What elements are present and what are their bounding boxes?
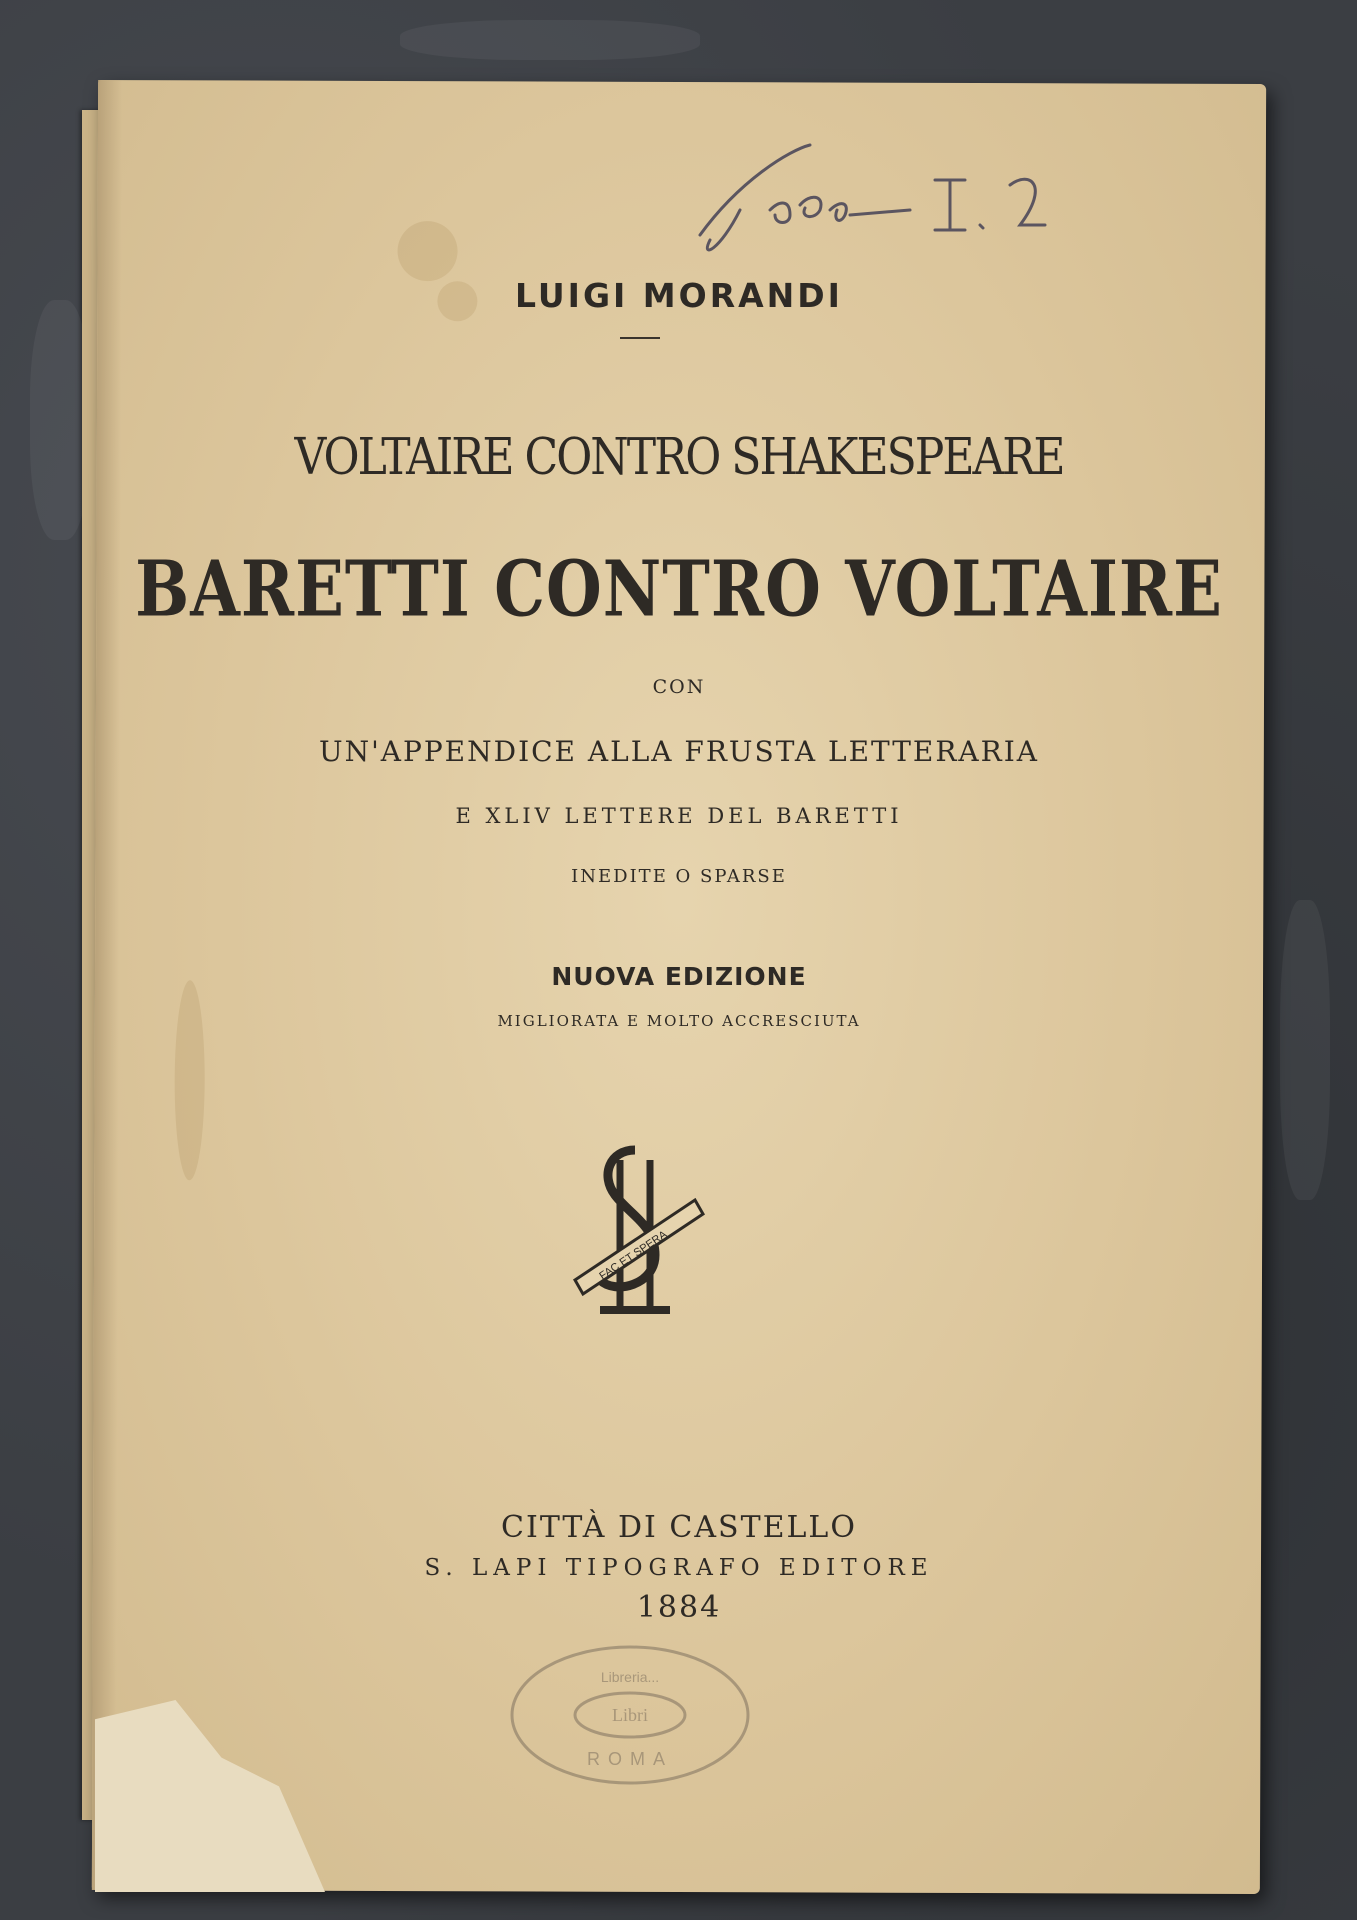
publication-year: 1884 <box>636 1590 722 1625</box>
edition-label: NUOVA EDIZIONE <box>551 962 807 991</box>
edition-note: MIGLIORATA E MOLTO ACCRESCIUTA <box>497 1012 861 1030</box>
scuff-mark <box>1280 900 1330 1200</box>
stamp-middle-text: Libri <box>612 1705 648 1725</box>
scuff-mark <box>400 20 700 60</box>
emblem-motto: FAC ET SPERA <box>597 1228 670 1283</box>
letters-line: E XLIV LETTERE DEL BARETTI <box>455 804 903 828</box>
book-title: BARETTI CONTRO VOLTAIRE <box>135 544 1223 635</box>
publisher-name: S. LAPI TIPOGRAFO EDITORE <box>424 1555 934 1581</box>
separator-rule <box>620 337 660 339</box>
foxing-stain <box>174 980 205 1180</box>
stamp-top-text: Libreria... <box>600 1669 660 1685</box>
foxing-stain <box>397 221 457 281</box>
publisher-city: CITTÀ DI CASTELLO <box>501 1510 857 1545</box>
handwritten-shelfmark <box>680 140 1140 260</box>
appendix-line: UN'APPENDICE ALLA FRUSTA LETTERARIA <box>318 735 1039 768</box>
connector-text: CON <box>652 676 706 698</box>
scuff-mark <box>30 300 90 540</box>
stamp-bottom-text: ROMA <box>587 1749 673 1769</box>
book-subtitle: VOLTAIRE CONTRO SHAKESPEARE <box>294 428 1064 487</box>
author-name: LUIGI MORANDI <box>515 276 843 315</box>
bookseller-stamp <box>505 1640 755 1790</box>
inedite-line: INEDITE O SPARSE <box>571 866 787 887</box>
publisher-emblem-icon <box>565 1140 705 1330</box>
